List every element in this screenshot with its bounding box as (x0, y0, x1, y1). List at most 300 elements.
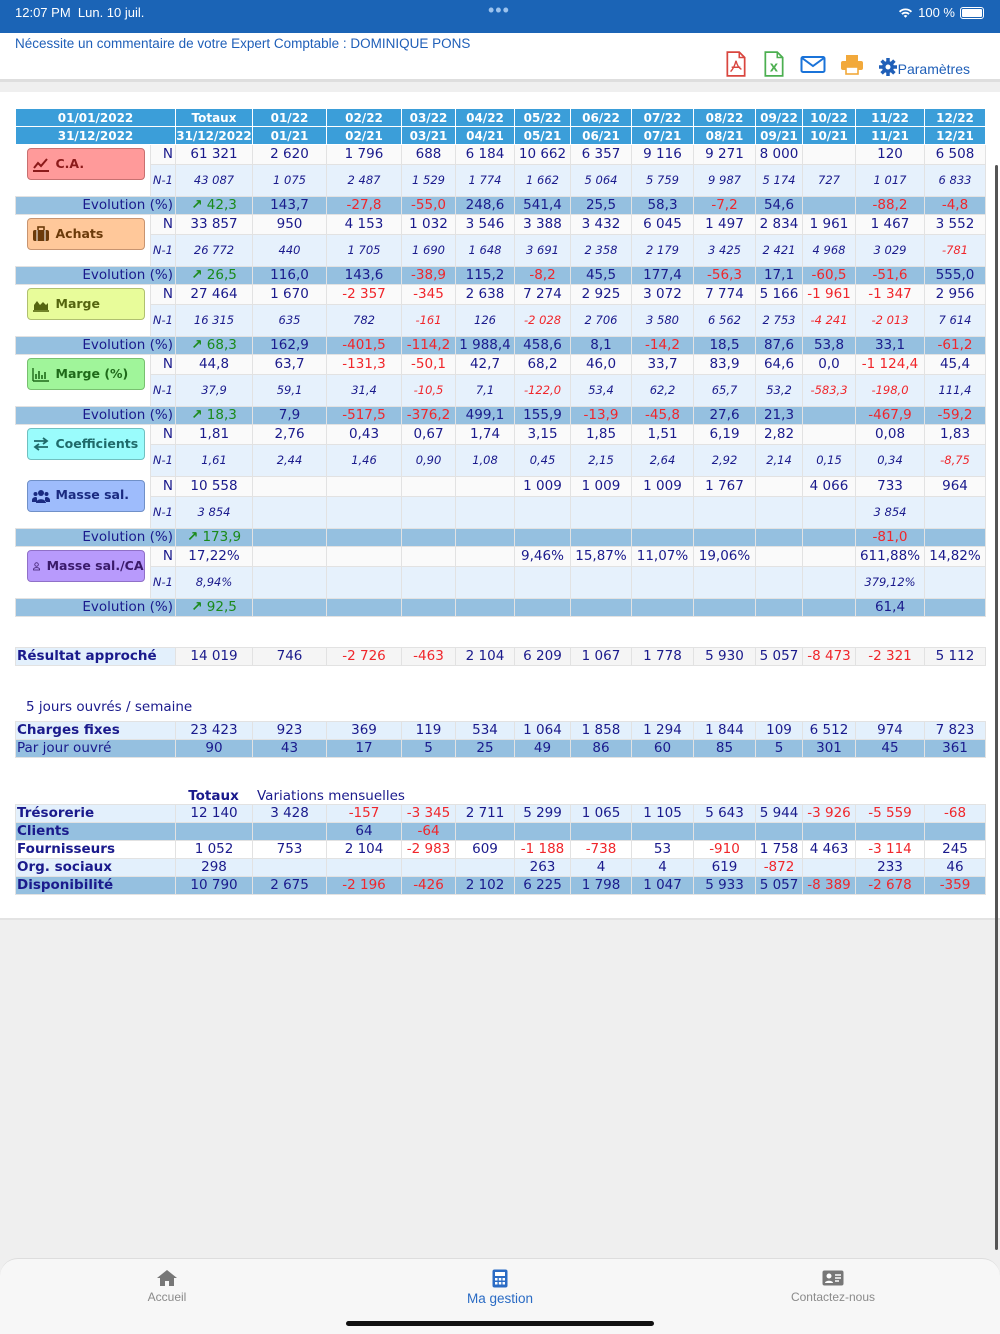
value-n1: 0,45 (515, 445, 571, 477)
value-evolution: -8,2 (515, 267, 571, 285)
value-evolution: -114,2 (402, 337, 456, 355)
n1-label: N-1 (151, 235, 176, 267)
value-n1: 727 (803, 165, 856, 197)
row-value: 753 (253, 841, 327, 859)
row-value: 5 944 (756, 805, 803, 823)
value-n1: 2 358 (571, 235, 632, 267)
col-header-prev-month: 07/21 (632, 127, 694, 145)
col-header-month: 03/22 (402, 109, 456, 127)
total-evolution (176, 529, 253, 547)
value-n1: 31,4 (327, 375, 402, 407)
row-value (327, 859, 402, 877)
value-n (402, 477, 456, 497)
value-n1: -583,3 (803, 375, 856, 407)
value-n1: 2 753 (756, 305, 803, 337)
row-value: 5 299 (515, 805, 571, 823)
row-value: 1 294 (632, 722, 694, 740)
value-evolution: 155,9 (515, 407, 571, 425)
value-n1 (515, 497, 571, 529)
value-evolution (253, 599, 327, 617)
row-value: 53 (632, 841, 694, 859)
value-n: 688 (402, 145, 456, 165)
row-value: 4 463 (803, 841, 856, 859)
section-label: Achats (55, 225, 104, 241)
value-n: 950 (253, 215, 327, 235)
row-value: 6 512 (803, 722, 856, 740)
row-value (571, 823, 632, 841)
row-value (632, 823, 694, 841)
section-label-cell (16, 355, 151, 407)
col-header-month: 09/22 (756, 109, 803, 127)
section-row-n (16, 355, 986, 375)
value-evolution: -51,6 (856, 267, 925, 285)
evolution-value: 92,5 (206, 598, 237, 615)
tab-label: Contactez-nous (790, 1290, 876, 1304)
value-evolution: -27,8 (327, 197, 402, 215)
value-n: 1 467 (856, 215, 925, 235)
col-header-totaux: Totaux (176, 109, 253, 127)
row-value (756, 823, 803, 841)
value-n: 733 (856, 477, 925, 497)
value-evolution (402, 529, 456, 547)
value-n1: 2,15 (571, 445, 632, 477)
value-evolution: -13,9 (571, 407, 632, 425)
row-value (694, 823, 756, 841)
value-evolution (456, 599, 515, 617)
value-n: 1 670 (253, 285, 327, 305)
value-n: 1 767 (694, 477, 756, 497)
value-n1: -161 (402, 305, 456, 337)
row-value (456, 823, 515, 841)
section-row-n (16, 285, 986, 305)
value-n: 42,7 (456, 355, 515, 375)
row-par-jour-ouvré (16, 740, 986, 758)
row-label: Disponibilité (16, 877, 176, 895)
section-row-n1 (16, 497, 986, 529)
value-n: 19,06% (694, 547, 756, 567)
value-evolution: 116,0 (253, 267, 327, 285)
multitask-dots[interactable]: ••• (488, 0, 510, 20)
battery-icon (960, 7, 984, 19)
value-evolution: 143,6 (327, 267, 402, 285)
row-value (803, 823, 856, 841)
tab-ma-gestion[interactable] (420, 1269, 580, 1306)
value-n1: 53,2 (756, 375, 803, 407)
value-n1: 635 (253, 305, 327, 337)
value-n: 14,82% (925, 547, 986, 567)
row-value: 2 104 (327, 841, 402, 859)
scrollbar[interactable] (995, 165, 998, 1250)
col-header-month: 08/22 (694, 109, 756, 127)
row-value: -3 345 (402, 805, 456, 823)
home-icon (156, 1269, 178, 1287)
evolution-value: 68,3 (206, 336, 237, 353)
row-value: -68 (925, 805, 986, 823)
row-trésorerie (16, 805, 986, 823)
value-n: -1 961 (803, 285, 856, 305)
value-evolution (456, 529, 515, 547)
total-n1: 43 087 (176, 165, 253, 197)
row-value (856, 823, 925, 841)
section-button-coefficients[interactable] (27, 428, 145, 460)
n-label: N (151, 425, 176, 445)
row-value: 46 (925, 859, 986, 877)
row-value: 923 (253, 722, 327, 740)
section-label: Coefficients (55, 435, 139, 451)
row-value: 5 057 (756, 648, 803, 666)
evolution-value: 42,3 (206, 196, 237, 213)
value-evolution: -4,8 (925, 197, 986, 215)
value-n: 33,7 (632, 355, 694, 375)
total-n1: 8,94% (176, 567, 253, 599)
n-label: N (151, 285, 176, 305)
row-value: -8 473 (803, 648, 856, 666)
value-n1: -4 241 (803, 305, 856, 337)
value-n: -1 124,4 (856, 355, 925, 375)
total-n: 61 321 (176, 145, 253, 165)
evolution-label: Evolution (%) (16, 529, 176, 547)
value-n (327, 547, 402, 567)
n-label: N (151, 547, 176, 567)
col-header-month: 12/22 (925, 109, 986, 127)
section-button-achats[interactable] (27, 218, 145, 250)
value-n1 (515, 567, 571, 599)
value-evolution (632, 599, 694, 617)
value-n: 46,0 (571, 355, 632, 375)
section-button-marge[interactable] (27, 358, 145, 390)
value-n: 83,9 (694, 355, 756, 375)
value-n (803, 425, 856, 445)
row-value: 1 047 (632, 877, 694, 895)
value-evolution: -376,2 (402, 407, 456, 425)
value-n1 (803, 567, 856, 599)
col-header-month: 02/22 (327, 109, 402, 127)
section-row-n1 (16, 445, 986, 477)
row-value: 1 064 (515, 722, 571, 740)
row-value: 5 (756, 740, 803, 758)
value-n1: 1,08 (456, 445, 515, 477)
value-n1: 1 662 (515, 165, 571, 197)
row-label: Clients (16, 823, 176, 841)
value-n1: 2 179 (632, 235, 694, 267)
row-label: Fournisseurs (16, 841, 176, 859)
row-value: 301 (803, 740, 856, 758)
row-value: 25 (456, 740, 515, 758)
row-value: -2 196 (327, 877, 402, 895)
value-n: 1 009 (515, 477, 571, 497)
row-value: 1 798 (571, 877, 632, 895)
row-value (803, 859, 856, 877)
value-evolution (803, 599, 856, 617)
area-chart-icon (32, 296, 50, 312)
row-value: -5 559 (856, 805, 925, 823)
value-n: 2 834 (756, 215, 803, 235)
value-evolution: 45,5 (571, 267, 632, 285)
header-row-period (16, 109, 986, 127)
row-value: 23 423 (176, 722, 253, 740)
value-n1 (756, 497, 803, 529)
value-evolution (803, 529, 856, 547)
wifi-icon (898, 7, 913, 19)
value-n (803, 547, 856, 567)
value-n1: -10,5 (402, 375, 456, 407)
value-evolution (756, 599, 803, 617)
section-label-cell (16, 145, 151, 197)
excel-icon[interactable] (762, 51, 786, 77)
settings-label: Paramètres (897, 61, 970, 77)
evolution-label: Evolution (%) (16, 197, 176, 215)
value-n: -131,3 (327, 355, 402, 375)
row-value: 2 675 (253, 877, 327, 895)
value-evolution: -56,3 (694, 267, 756, 285)
row-value: 369 (327, 722, 402, 740)
section-row-n1 (16, 305, 986, 337)
n1-label: N-1 (151, 165, 176, 197)
row-value: 245 (925, 841, 986, 859)
row-value: 12 140 (176, 805, 253, 823)
section-label: Masse sal./CA (46, 557, 144, 573)
chart-line-icon (32, 156, 50, 172)
section-button-masse-sal[interactable] (27, 480, 145, 512)
users-icon (32, 488, 50, 504)
value-n (456, 477, 515, 497)
value-n1: 1,46 (327, 445, 402, 477)
col-header-month: 01/22 (253, 109, 327, 127)
row-value: 86 (571, 740, 632, 758)
value-n1 (327, 497, 402, 529)
trend-up-icon: ↗ (191, 196, 203, 213)
total-n: 33 857 (176, 215, 253, 235)
value-n1: 6 562 (694, 305, 756, 337)
section-label-cell (16, 477, 151, 529)
value-evolution: 58,3 (632, 197, 694, 215)
value-evolution: 17,1 (756, 267, 803, 285)
row-value: 1 858 (571, 722, 632, 740)
value-n: 1 009 (571, 477, 632, 497)
value-evolution (327, 599, 402, 617)
value-n1 (253, 497, 327, 529)
row-résultat-approché (16, 648, 986, 666)
value-n1: 3 029 (856, 235, 925, 267)
evolution-label: Evolution (%) (16, 337, 176, 355)
value-n1: 126 (456, 305, 515, 337)
totaux-heading: Totaux (188, 788, 239, 804)
value-n1: 1 705 (327, 235, 402, 267)
row-value: 49 (515, 740, 571, 758)
trend-up-icon: ↗ (191, 266, 203, 283)
value-n: 3 552 (925, 215, 986, 235)
value-n1: 5 174 (756, 165, 803, 197)
section-row-n (16, 215, 986, 235)
value-n1: 379,12% (856, 567, 925, 599)
value-n1: 3 854 (856, 497, 925, 529)
value-evolution (632, 529, 694, 547)
evolution-value: 18,3 (206, 406, 237, 423)
n1-label: N-1 (151, 375, 176, 407)
value-n: 8 000 (756, 145, 803, 165)
value-evolution: -55,0 (402, 197, 456, 215)
total-n1: 26 772 (176, 235, 253, 267)
value-n1: 0,90 (402, 445, 456, 477)
pdf-icon[interactable] (724, 51, 748, 77)
svg-text:X: X (769, 61, 778, 75)
value-n: -2 357 (327, 285, 402, 305)
row-value: 4 (632, 859, 694, 877)
value-n: 2,82 (756, 425, 803, 445)
row-value: -2 726 (327, 648, 402, 666)
col-header-prev-month: 10/21 (803, 127, 856, 145)
row-value: 7 823 (925, 722, 986, 740)
value-evolution: 87,6 (756, 337, 803, 355)
row-disponibilité (16, 877, 986, 895)
value-n1: 4 968 (803, 235, 856, 267)
total-evolution (176, 407, 253, 425)
value-n1: 7,1 (456, 375, 515, 407)
row-value: 534 (456, 722, 515, 740)
contact-card-icon (822, 1269, 844, 1287)
value-n: 3 388 (515, 215, 571, 235)
col-header-month: 11/22 (856, 109, 925, 127)
total-evolution (176, 267, 253, 285)
status-time: 12:07 PM Lun. 10 juil. (15, 5, 145, 20)
row-value (402, 859, 456, 877)
section-row-evolution (16, 599, 986, 617)
n-label: N (151, 477, 176, 497)
value-n1: 2 706 (571, 305, 632, 337)
mail-icon[interactable] (800, 51, 826, 77)
value-evolution: 33,1 (856, 337, 925, 355)
value-n: 1,74 (456, 425, 515, 445)
tab-contactez-nous[interactable] (753, 1269, 913, 1304)
value-evolution: -14,2 (632, 337, 694, 355)
value-n1: 111,4 (925, 375, 986, 407)
value-n: 1,83 (925, 425, 986, 445)
row-value: -8 389 (803, 877, 856, 895)
row-value (925, 823, 986, 841)
row-value: 1 844 (694, 722, 756, 740)
total-evolution (176, 337, 253, 355)
value-n1: 5 759 (632, 165, 694, 197)
value-n1: 2,64 (632, 445, 694, 477)
expert-message: Nécessite un commentaire de votre Expert Comptable : DOMINIQUE PONS (15, 36, 471, 51)
battery-status (898, 5, 984, 20)
value-n1: -2 028 (515, 305, 571, 337)
row-value: 5 (402, 740, 456, 758)
row-label: Charges fixes (16, 722, 176, 740)
value-evolution: 458,6 (515, 337, 571, 355)
value-evolution: -517,5 (327, 407, 402, 425)
value-n (402, 547, 456, 567)
value-evolution (515, 599, 571, 617)
value-n: 2 925 (571, 285, 632, 305)
value-n1 (571, 567, 632, 599)
col-header-prev-month: 06/21 (571, 127, 632, 145)
value-evolution: -60,5 (803, 267, 856, 285)
row-org-sociaux (16, 859, 986, 877)
row-value: 1 067 (571, 648, 632, 666)
settings-button[interactable] (878, 57, 970, 77)
value-n: 0,08 (856, 425, 925, 445)
value-n: 1,51 (632, 425, 694, 445)
value-n: 2 620 (253, 145, 327, 165)
value-n1: 1 648 (456, 235, 515, 267)
row-value: -2 983 (402, 841, 456, 859)
total-n1: 37,9 (176, 375, 253, 407)
value-n: 3 072 (632, 285, 694, 305)
value-n (253, 547, 327, 567)
value-n1: 0,15 (803, 445, 856, 477)
row-value: -1 188 (515, 841, 571, 859)
value-evolution (803, 197, 856, 215)
section-button-masse-sal-ca[interactable] (27, 550, 145, 582)
row-value: -2 321 (856, 648, 925, 666)
value-n1: 1 017 (856, 165, 925, 197)
value-n1: 2,92 (694, 445, 756, 477)
value-n1: 440 (253, 235, 327, 267)
print-icon[interactable] (840, 51, 864, 77)
value-evolution (571, 599, 632, 617)
value-evolution: -401,5 (327, 337, 402, 355)
status-bar (0, 0, 1000, 33)
row-value: 109 (756, 722, 803, 740)
section-button-marge[interactable] (27, 288, 145, 320)
value-n1: -8,75 (925, 445, 986, 477)
value-evolution: -59,2 (925, 407, 986, 425)
n-label: N (151, 215, 176, 235)
total-n: 1,81 (176, 425, 253, 445)
value-evolution: -61,2 (925, 337, 986, 355)
tab-accueil[interactable] (87, 1269, 247, 1304)
toolbar (724, 51, 970, 77)
value-n1: 53,4 (571, 375, 632, 407)
value-n: 0,43 (327, 425, 402, 445)
total-evolution (176, 599, 253, 617)
section-button-c-a[interactable] (27, 148, 145, 180)
value-n1 (253, 567, 327, 599)
row-value: 43 (253, 740, 327, 758)
value-n: 964 (925, 477, 986, 497)
col-header-prev-month: 02/21 (327, 127, 402, 145)
value-evolution: 18,5 (694, 337, 756, 355)
value-n1: 6 833 (925, 165, 986, 197)
value-n1 (327, 567, 402, 599)
value-n: 611,88% (856, 547, 925, 567)
evolution-value: 173,9 (202, 528, 242, 545)
value-n (253, 477, 327, 497)
value-n: 2,76 (253, 425, 327, 445)
value-n1: 2,14 (756, 445, 803, 477)
total-n1: 1,61 (176, 445, 253, 477)
row-value: 233 (856, 859, 925, 877)
charges-table (15, 721, 986, 758)
total-evolution (176, 197, 253, 215)
value-n: 1,85 (571, 425, 632, 445)
value-n1 (632, 497, 694, 529)
total-n: 27 464 (176, 285, 253, 305)
row-value: -872 (756, 859, 803, 877)
value-evolution: 54,6 (756, 197, 803, 215)
value-n (803, 145, 856, 165)
value-evolution: -38,9 (402, 267, 456, 285)
section-label: Marge (55, 295, 100, 311)
period-start: 01/01/2022 (16, 109, 176, 127)
value-evolution: -88,2 (856, 197, 925, 215)
value-n1: -122,0 (515, 375, 571, 407)
col-header-prev-month: 01/21 (253, 127, 327, 145)
col-header-month: 06/22 (571, 109, 632, 127)
briefcase-icon (32, 226, 50, 242)
value-n1 (632, 567, 694, 599)
